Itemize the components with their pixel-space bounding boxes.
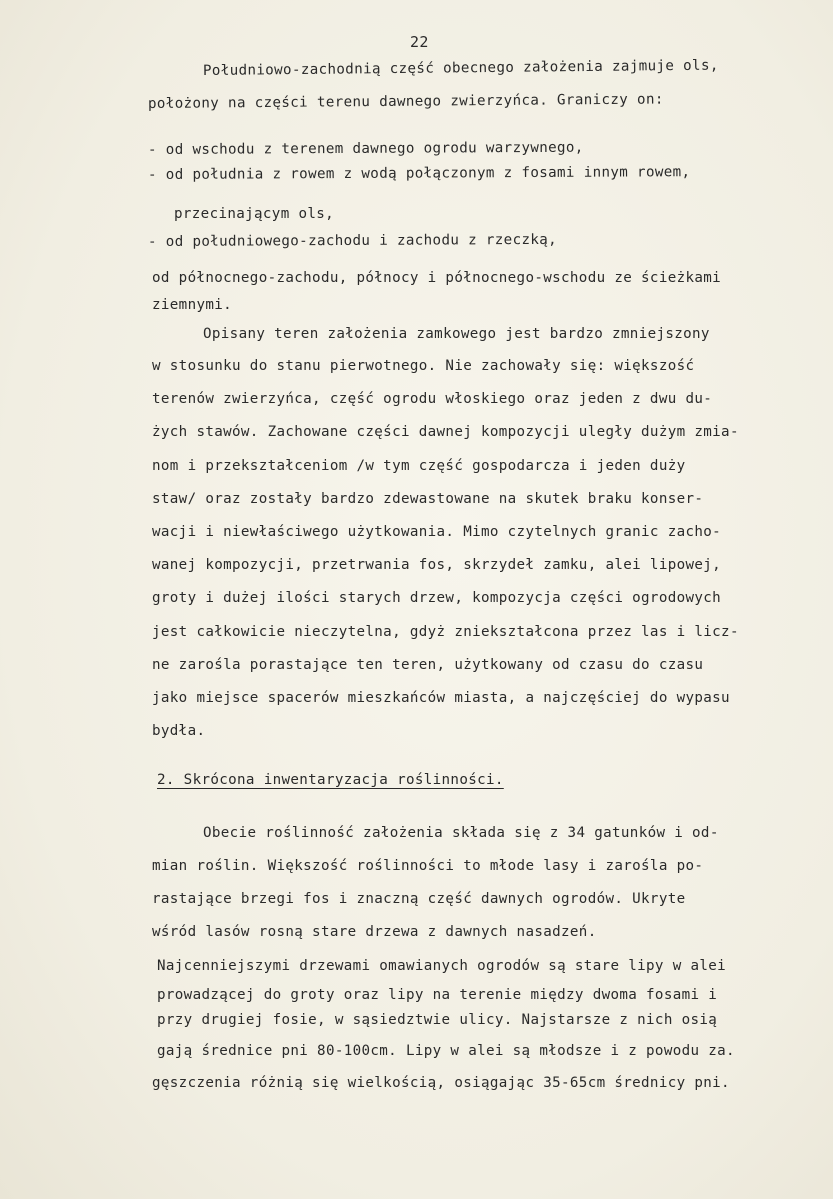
text-line: prowadzącej do groty oraz lipy na terenie między dwoma fosami i [157,987,718,1003]
text-line: położony na części terenu dawnego zwierzyńca. Graniczy on: [147,91,664,112]
text-line: od północnego-zachodu, północy i północnego-wschodu ze ścieżkami [152,270,722,286]
text-line: ne zarośla porastające ten teren, użytkowany od czasu do czasu [152,657,704,673]
text-line: Najcenniejszymi drzewami omawianych ogrodów są stare lipy w alei [157,958,727,974]
text-line: żych stawów. Zachowane części dawnej kompozycji uległy dużym zmia- [152,424,739,440]
text-line: bydła. [152,723,206,739]
text-line: jest całkowicie nieczytelna, gdyż zniekształcona przez las i licz- [152,624,739,640]
text-line: jako miejsce spacerów mieszkańców miasta, a najczęściej do wypasu [152,690,730,706]
text-line: wanej kompozycji, przetrwania fos, skrzydeł zamku, alei lipowej, [152,557,722,573]
text-line: staw/ oraz zostały bardzo zdewastowane na skutek braku konser- [152,491,704,507]
section-heading: 2. Skrócona inwentaryzacja roślinności. [157,772,504,788]
text-line: terenów zwierzyńca, część ogrodu włoskiego oraz jeden z dwu du- [152,391,713,407]
text-line: gają średnice pni 80-100cm. Lipy w alei są młodsze i z powodu za. [157,1043,735,1059]
page-number: 22 [410,33,429,51]
text-line: w stosunku do stanu pierwotnego. Nie zachowały się: większość [152,358,695,374]
text-line: - od wschodu z terenem dawnego ogrodu warzywnego, [147,139,584,158]
text-line: rastające brzegi fos i znaczną część dawnych ogrodów. Ukryte [152,891,686,907]
text-line: - od południowego-zachodu i zachodu z rzeczką, [147,231,558,250]
text-line: groty i dużej ilości starych drzew, kompozycja części ogrodowych [152,590,722,606]
text-line: wśród lasów rosną stare drzewa z dawnych nasadzeń. [152,924,597,940]
text-line: mian roślin. Większość roślinności to młode lasy i zarośla po- [152,858,704,874]
text-line: Opisany teren założenia zamkowego jest bardzo zmniejszony [203,326,710,342]
text-line: - od południa z rowem z wodą połączonym z fosami innym rowem, [147,164,691,183]
text-line: przecinającym ols, [174,206,335,222]
text-line: gęszczenia różnią się wielkością, osiągając 35-65cm średnicy pni. [152,1075,730,1091]
text-line: wacji i niewłaściwego użytkowania. Mimo czytelnych granic zacho- [152,524,722,540]
text-line: nom i przekształceniom /w tym część gospodarcza i jeden duży [152,458,686,474]
text-line: Obecie roślinność założenia składa się z 34 gatunków i od- [203,825,719,841]
text-line: Południowo-zachodnią część obecnego założenia zajmuje ols, [202,57,719,79]
text-line: ziemnymi. [152,297,233,313]
text-line: przy drugiej fosie, w sąsiedztwie ulicy. Najstarsze z nich osią [157,1012,718,1028]
